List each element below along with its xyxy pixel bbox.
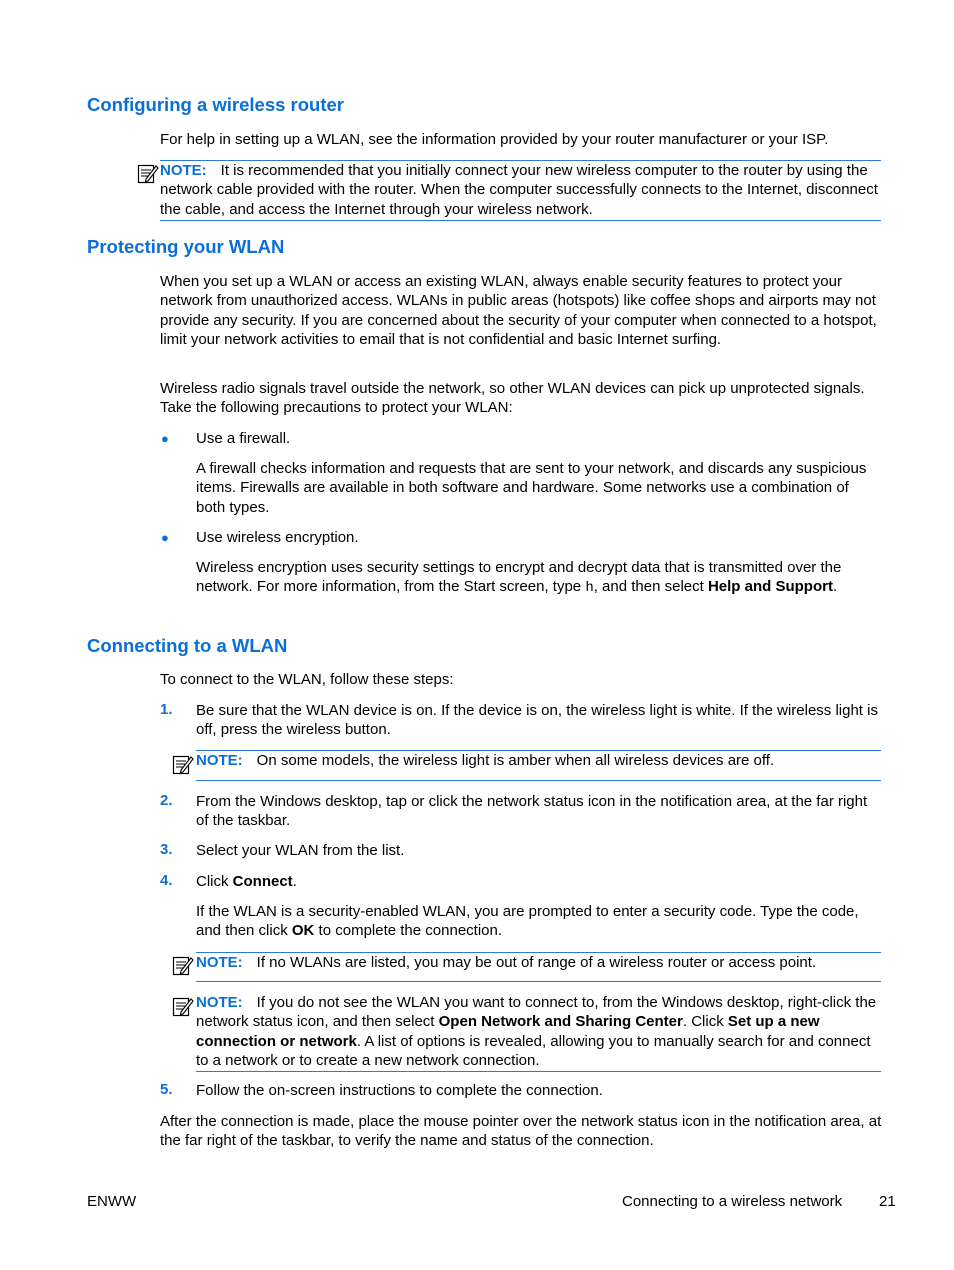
step-3-number: 3.	[160, 841, 173, 858]
footer-left: ENWW	[87, 1193, 137, 1210]
note-label: NOTE:	[160, 162, 207, 179]
help-and-support: Help and Support	[707, 578, 833, 596]
bullet-firewall-title: Use a firewall.	[196, 430, 291, 447]
note-router	[160, 160, 881, 221]
note-icon	[172, 954, 194, 976]
note-label: NOTE:	[196, 752, 243, 769]
connect-outro: After the connection is made, place the mouse pointer over the network status icon in the notification area, at the far right of the taskbar, to verify the name and status of the connection.	[160, 1113, 882, 1150]
note-text: If no WLANs are listed, you may be out of range of a wireless router or access point.	[256, 954, 817, 971]
protect-paragraph-2: Wireless radio signals travel outside the network, so other WLAN devices can pick up unprotected signals. Take the following precautions to protect your WLAN:	[160, 380, 865, 417]
page-number: 21	[879, 1193, 896, 1210]
bullet-firewall: ●	[161, 431, 169, 446]
note-text: On some models, the wireless light is amber when all wireless devices are off.	[256, 752, 775, 769]
bullet-firewall-text: A firewall checks information and requests that are sent to your network, and discards any suspicious items. Firewalls are available in both software and hardware. Some networks use a combination of both types.	[196, 460, 867, 516]
connect-bold: Connect	[232, 873, 293, 890]
note-no-wlans	[196, 952, 881, 982]
step-5-text: Follow the on-screen instructions to complete the connection.	[196, 1082, 603, 1099]
open-network-bold: Open Network and Sharing Center	[438, 1013, 683, 1031]
step-2-text: From the Windows desktop, tap or click the network status icon in the notification area, at the far right of the taskbar.	[196, 793, 868, 830]
step-1-text: Be sure that the WLAN device is on. If the device is on, the wireless light is white. If the wireless light is off, press the wireless button.	[196, 702, 878, 739]
router-paragraph: For help in setting up a WLAN, see the information provided by your router manufacturer or your ISP.	[160, 131, 829, 148]
step-5-number: 5.	[160, 1081, 173, 1098]
step-4-text: Click Connect.	[196, 873, 297, 890]
note-label: NOTE:	[196, 994, 243, 1011]
code-h: h	[585, 580, 594, 597]
bullet-encryption-title: Use wireless encryption.	[196, 529, 359, 546]
bullet-encryption: ●	[161, 530, 169, 545]
protect-paragraph-1: When you set up a WLAN or access an existing WLAN, always enable security features to protect your network from unauthorized access. WLANs in public areas (hotspots) like coffee shops and airports may not provide any security. If you are concerned about the security of your computer when connected to a hotspot, limit your network activities to email that is not confidential and basic Internet surfing.	[160, 273, 877, 348]
note-icon	[172, 753, 194, 775]
heading-protecting-wlan: Protecting your WLAN	[87, 236, 285, 257]
ok-bold: OK	[291, 922, 315, 940]
setup-connection-bold: Set up a new connection or network	[196, 1013, 820, 1050]
note-icon	[172, 995, 194, 1017]
note-open-network: NOTE: If you do not see the WLAN you want to connect to, from the Windows desktop, right-click the network status icon, and then select Open Network and Sharing Center. Click Set up a new connection or network. A list of options is revealed, allowing you to manually search for and connect to a network or to create a new network connection.	[196, 993, 881, 1072]
note-text: It is recommended that you initially connect your new wireless computer to the router by using the network cable provided with the router. When the computer successfully connects to the Internet, disconnect the cable, and access the Internet through your wireless network.	[160, 162, 878, 218]
connect-intro: To connect to the WLAN, follow these steps:	[160, 671, 454, 688]
step-2-number: 2.	[160, 792, 173, 809]
bullet-encryption-text: Wireless encryption uses security settings to encrypt and decrypt data that is transmitted over the network. For more information, from the Start screen, type h, and then select Help and Support.	[196, 559, 842, 597]
step-3-text: Select your WLAN from the list.	[196, 842, 405, 859]
footer-title: Connecting to a wireless network	[622, 1193, 843, 1210]
note-wireless-light	[196, 750, 881, 781]
note-label: NOTE:	[196, 954, 243, 971]
step-1-number: 1.	[160, 701, 173, 718]
step-4-detail: If the WLAN is a security-enabled WLAN, you are prompted to enter a security code. Type the code, and then click OK to complete the connection.	[196, 903, 859, 940]
step-4-number: 4.	[160, 872, 173, 889]
note-icon	[137, 162, 159, 184]
heading-configuring-router: Configuring a wireless router	[87, 94, 344, 115]
heading-connecting-wlan: Connecting to a WLAN	[87, 635, 288, 656]
